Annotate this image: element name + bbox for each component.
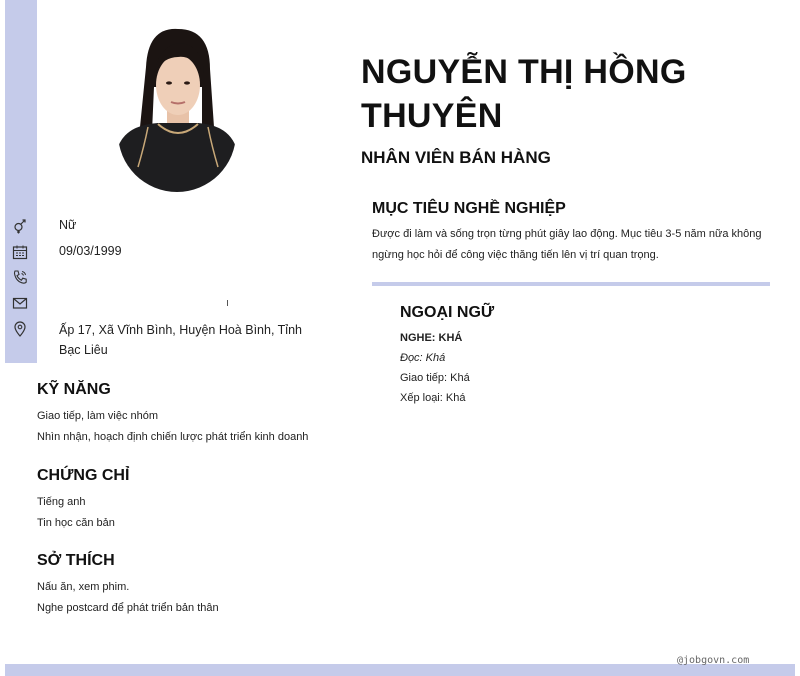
certificates-title: CHỨNG CHỈ — [37, 467, 130, 484]
objective-title: MỤC TIÊU NGHỀ NGHIỆP — [372, 200, 566, 217]
gender-value: Nữ — [59, 218, 77, 232]
gender-icon — [12, 218, 28, 234]
skills-title: KỸ NĂNG — [37, 381, 111, 398]
language-item: NGHE: KHÁ — [400, 332, 463, 344]
watermark: @jobgovn.com — [677, 655, 750, 666]
language-item: Đọc: Khá — [400, 352, 446, 364]
skill-item: Giao tiếp, làm việc nhóm — [37, 410, 159, 422]
address-value: Ấp 17, Xã Vĩnh Bình, Huyện Hoà Bình, Tỉnh Bạc Liêu — [59, 323, 302, 357]
candidate-name: NGUYỄN THỊ HỒNG THUYÊN — [361, 53, 687, 135]
candidate-role: NHÂN VIÊN BÁN HÀNG — [361, 148, 551, 167]
hobbies-title: SỞ THÍCH — [37, 552, 115, 569]
dob-value: 09/03/1999 — [59, 244, 122, 258]
certificate-item: Tiếng anh — [37, 496, 86, 508]
certificates-list — [37, 492, 115, 534]
profile-photo — [118, 27, 236, 192]
section-divider — [372, 282, 770, 286]
skill-item: Nhìn nhận, hoạch định chiến lược phát triển kinh doanh — [37, 431, 309, 443]
skills-list — [37, 406, 308, 448]
hobbies-list — [37, 577, 219, 619]
email-icon — [12, 295, 28, 311]
calendar-icon — [12, 244, 28, 260]
languages-list — [400, 328, 470, 408]
hobby-item: Nghe postcard để phát triển bản thân — [37, 602, 219, 614]
language-item: Xếp loại: Khá — [400, 392, 466, 404]
certificate-item: Tin học căn bản — [37, 517, 115, 529]
languages-title: NGOẠI NGỮ — [400, 304, 495, 321]
language-item: Giao tiếp: Khá — [400, 372, 470, 384]
location-icon — [12, 321, 28, 337]
objective-text: Được đi làm và sống trọn từng phút giây lao động. Mục tiêu 3-5 năm nữa không ngừng học hỏi để công việc thăng tiến lên vị trí quan trọng. — [372, 228, 762, 261]
separator-mark — [227, 300, 228, 306]
phone-icon — [12, 269, 28, 285]
hobby-item: Nấu ăn, xem phim. — [37, 581, 130, 593]
